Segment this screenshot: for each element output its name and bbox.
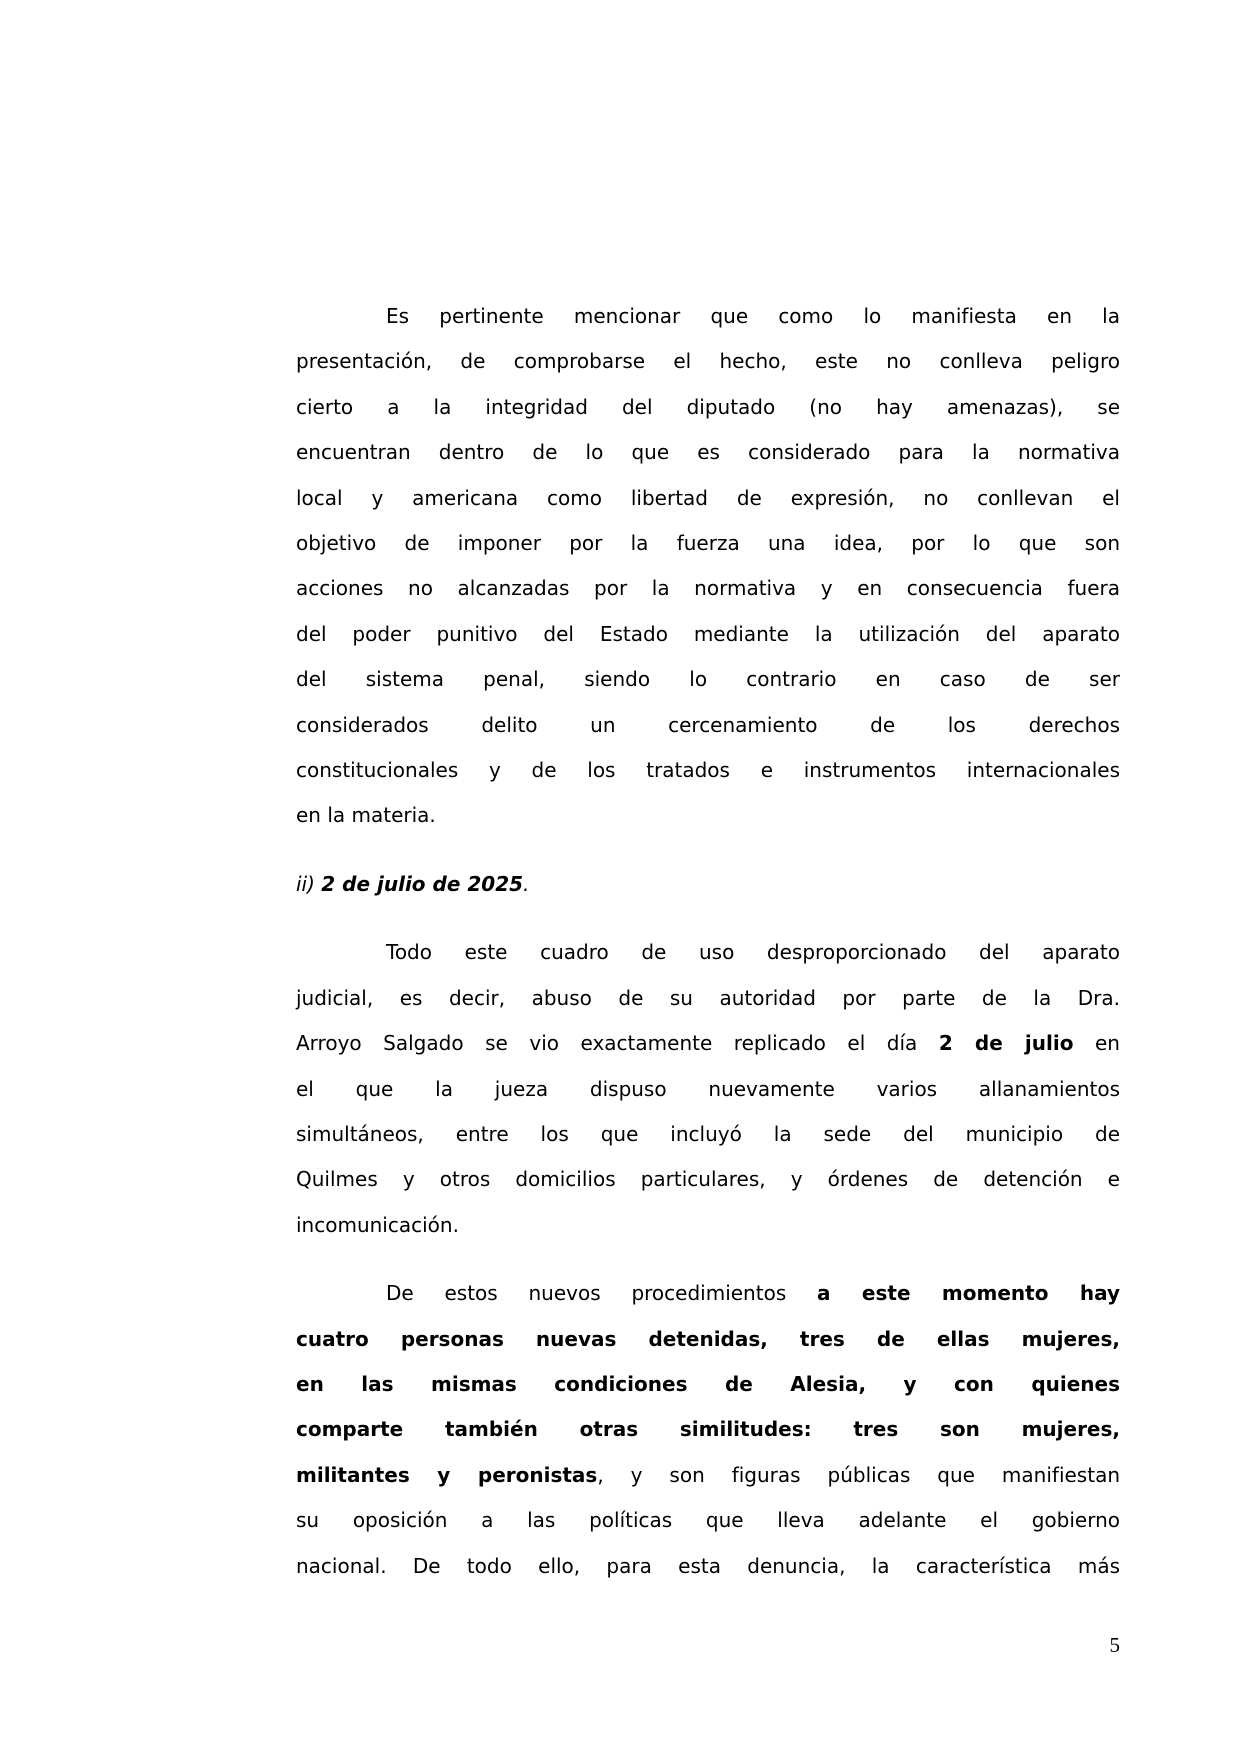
text-line [296,976,1120,1021]
text-run: 2 de julio de 2025 [321,871,524,896]
text-run: militantes y peronistas [296,1462,598,1487]
text-line [296,339,1120,384]
text-run: del sistema penal, siendo lo contrario en caso de ser [296,667,1120,692]
text-line [296,793,1120,838]
text-line [296,703,1120,748]
text-line [296,1317,1120,1362]
text-run: del poder punitivo del Estado mediante la utilización del aparato [296,621,1120,646]
paragraph [296,930,1120,1248]
text-run: Arroyo Salgado se vio exactamente replicado el día [296,1031,939,1056]
text-line [296,612,1120,657]
document-content [296,294,1120,1589]
text-run: Todo este cuadro de uso desproporcionado del aparato [386,940,1120,965]
text-line [296,1112,1120,1157]
paragraph [296,294,1120,839]
text-run: a este momento hay [817,1281,1120,1306]
text-line [296,1498,1120,1543]
text-line [296,521,1120,566]
text-run: judicial, es decir, abuso de su autoridad por parte de la Dra. [296,985,1120,1010]
text-run: en [1073,1031,1120,1056]
text-run: 2 de julio [938,1031,1074,1056]
text-line [296,862,1120,907]
text-run: acciones no alcanzadas por la normativa y en consecuencia fuera [296,576,1120,601]
paragraph [296,1271,1120,1589]
text-line [296,1021,1120,1066]
text-line [296,930,1120,975]
text-run: De estos nuevos procedimientos [386,1281,818,1306]
text-line [296,1453,1120,1498]
text-line [296,1407,1120,1452]
text-line [296,430,1120,475]
text-run: su oposición a las políticas que lleva adelante el gobierno [296,1508,1120,1533]
text-run: simultáneos, entre los que incluyó la sede del municipio de [296,1121,1120,1146]
text-run: encuentran dentro de lo que es considerado para la normativa [296,440,1120,465]
text-line [296,1067,1120,1112]
text-line [296,1362,1120,1407]
text-line [296,566,1120,611]
text-line [296,1544,1120,1589]
text-line [296,748,1120,793]
text-line [296,1203,1120,1248]
text-run: en la materia. [296,803,436,828]
text-line [296,657,1120,702]
text-run: comparte también otras similitudes: tres son mujeres, [296,1417,1120,1442]
text-run: cierto a la integridad del diputado (no hay amenazas), se [296,394,1120,419]
text-line [296,294,1120,339]
text-run: , y son figuras públicas que manifiestan [597,1462,1120,1487]
text-run: Es pertinente mencionar que como lo manifiesta en la [386,304,1120,328]
text-run: . [523,871,530,896]
text-run: el que la jueza dispuso nuevamente varios allanamientos [296,1076,1120,1101]
text-run: cuatro personas nuevas detenidas, tres de ellas mujeres, [296,1326,1120,1351]
text-line [296,1271,1120,1316]
page-number: 5 [1109,1633,1120,1657]
text-run: local y americana como libertad de expresión, no conllevan el [296,485,1120,510]
text-run: Quilmes y otros domicilios particulares, y órdenes de detención e [296,1167,1120,1192]
text-line [296,385,1120,430]
text-line [296,476,1120,521]
text-run: objetivo de imponer por la fuerza una idea, por lo que son [296,531,1120,556]
text-run: nacional. De todo ello, para esta denuncia, la característica más [296,1553,1120,1578]
text-run: ii) [296,871,322,896]
text-run: presentación, de comprobarse el hecho, este no conlleva peligro [296,349,1120,374]
text-run: constitucionales y de los tratados e instrumentos internacionales [296,758,1120,783]
text-run: en las mismas condiciones de Alesia, y con quienes [296,1371,1120,1396]
text-run: incomunicación. [296,1212,459,1237]
text-run: considerados delito un cercenamiento de los derechos [296,712,1120,737]
section-heading [296,862,1120,907]
text-line [296,1157,1120,1202]
